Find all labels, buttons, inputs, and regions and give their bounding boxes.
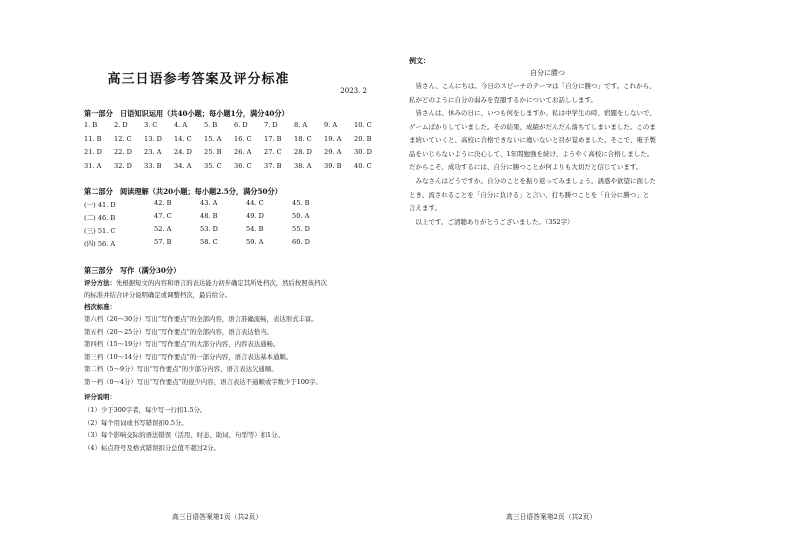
answer-cell: 20. B xyxy=(354,134,372,143)
answer-cell: 9. A xyxy=(324,121,338,129)
essay-paragraph-2 xyxy=(409,107,719,175)
answer-cell: 15. A xyxy=(204,134,222,143)
answer-cell: 26. A xyxy=(234,148,252,156)
answer-row xyxy=(84,212,384,222)
note-line: （4）标点符号及格式错误扣分总值不超过2分。 xyxy=(84,443,220,452)
scoring-method-line1: 先根据短文的内容和语言的表达能力初步确定其所处档次，然后按照该档次 xyxy=(115,279,327,287)
answer-row xyxy=(84,135,384,143)
grade-line: 第六档（26～30分）写出“写作要点”的全部内容，语言准确流畅，表达形式丰富。 xyxy=(84,315,318,323)
essay-paragraph-1 xyxy=(409,80,719,107)
scoring-method xyxy=(84,278,384,288)
essay-line: 言えます。 xyxy=(409,204,441,213)
essay-line: 品をいじらないように決心して、1年間勉強を続け、ようやく高校に合格しました。 xyxy=(409,149,654,158)
answer-cell: 43. A xyxy=(200,199,218,207)
answer-cell: 29. A xyxy=(324,148,342,156)
answer-cell: 23. A xyxy=(144,148,162,156)
answer-cell: 30. D xyxy=(354,148,372,156)
answer-cell: 11. B xyxy=(84,134,102,143)
answer-cell: 27. C xyxy=(264,148,282,156)
answer-cell: 5. B xyxy=(204,121,218,129)
answer-cell: 8. A xyxy=(294,121,308,129)
essay-line: ま続いていくと、高校に合格できないに違いないと目が覚めました。そこで、電子製 xyxy=(409,136,656,145)
grade-line: 第四档（15～19分）写出“写作要点”的大部分内容，内容表达通畅。 xyxy=(84,340,280,349)
essay-line: 以上です。ご清聴ありがとうございました。（352字） xyxy=(409,218,574,226)
grade-line: 第三档（10～14分）写出“写作要点”的一部分内容，语言表达基本通顺。 xyxy=(84,352,293,361)
answer-cell: 36. C xyxy=(234,161,252,170)
answer-cell: 2. D xyxy=(114,121,128,129)
answer-cell: 14. C xyxy=(174,134,192,143)
answer-cell: 19. A xyxy=(324,134,342,143)
answer-cell: 40. C xyxy=(354,161,372,170)
answer-cell: 18. C xyxy=(294,134,312,143)
example-label: 例文： xyxy=(409,56,430,65)
page-footer: 高三日语答案第1页（共2页） xyxy=(172,513,263,521)
answer-cell: 53. D xyxy=(200,225,218,233)
answer-row xyxy=(84,121,384,129)
answer-row xyxy=(84,225,384,235)
note-line: （2）每个用词或书写错误扣0.5分。 xyxy=(84,418,188,427)
answer-cell: 57. B xyxy=(154,238,172,246)
notes-label: 评分说明： xyxy=(84,393,116,401)
part1-heading: 第一部分 日语知识运用（共40小题；每小题1分，满分40分） xyxy=(84,109,289,118)
answer-cell: 22. D xyxy=(114,148,132,156)
answer-cell: 50. A xyxy=(292,212,310,220)
answer-cell: 54. B xyxy=(246,225,264,233)
answer-cell: 16. C xyxy=(234,134,252,143)
page-title: 高三日语参考答案及评分标准 xyxy=(107,72,290,87)
answer-cell: 4. A xyxy=(174,121,188,129)
answer-cell: 55. D xyxy=(292,225,310,233)
grade-line: 第二档（5～9分）写出“写作要点”的少部分内容，语言表达欠通顺。 xyxy=(84,365,278,374)
answer-cell: 13. D xyxy=(144,134,162,143)
essay-paragraph-3 xyxy=(409,175,719,216)
essay-line: 皆さんは、休みの日に、いつも何をしますか。私は中学生の時、宿題をしないで、 xyxy=(409,109,656,117)
answer-cell: 52. A xyxy=(154,225,172,233)
scoring-method-label: 评分方法： xyxy=(84,279,116,287)
scoring-method-line2: 的标准并结合评分说明确定或调整档次，最后给分。 xyxy=(84,291,231,299)
answer-cell: 48. B xyxy=(200,212,218,220)
answer-cell: 6. D xyxy=(234,121,248,129)
answer-cell: 49. D xyxy=(246,212,264,220)
answer-cell: 21. D xyxy=(84,148,102,156)
answer-cell: 3. C xyxy=(144,121,158,129)
answer-cell: 12. C xyxy=(114,134,132,143)
answer-cell: 32. D xyxy=(114,161,132,170)
answer-cell: 58. C xyxy=(200,238,218,246)
essay-paragraph-4 xyxy=(409,216,719,230)
answer-cell: (一) 41. D xyxy=(84,201,116,209)
answer-cell: 45. B xyxy=(292,199,310,207)
essay-line: 皆さん、こんにちは。今日のスピーチのテーマは「自分に勝つ」です。これから、 xyxy=(409,82,656,90)
answer-cell: 35. C xyxy=(204,161,222,170)
essay-line: とき、流されることを「自分に負ける」と言い、打ち勝つことを「自分に勝つ」と xyxy=(409,190,650,199)
answer-cell: 1. B xyxy=(84,121,98,129)
note-line: （3）每个影响交际的语法错误（活用、时态、助词、句型等）扣1分。 xyxy=(84,431,284,440)
answer-cell: 10. C xyxy=(354,121,372,129)
answer-cell: 31. A xyxy=(84,161,102,170)
answer-cell: 60. D xyxy=(292,238,310,246)
answer-cell: 39. B xyxy=(324,161,342,170)
grade-line: 第一档（0～4分）写出“写作要点”的很少内容，语言表达不通顺或字数少于100字。 xyxy=(84,378,322,386)
answer-cell: 25. B xyxy=(204,148,222,156)
answer-cell: (三) 51. C xyxy=(84,227,116,235)
answer-cell: 44. C xyxy=(246,199,264,207)
essay-title: 自分に勝つ xyxy=(530,69,565,77)
page-footer-2: 高三日语答案第2页（共2页） xyxy=(506,513,597,521)
essay-line: ゲームばかりしていました。その結果、成績がだんだん落ちてしまいました。このま xyxy=(409,122,656,131)
answer-cell: 17. B xyxy=(264,134,282,143)
part2-heading: 第二部分 阅读理解（共20小题；每小题2.5分，满分50分） xyxy=(84,187,282,196)
answer-row xyxy=(84,162,384,170)
answer-cell: 38. A xyxy=(294,161,312,170)
exam-date: 2023. 2 xyxy=(340,87,367,95)
answer-cell: (四) 56. A xyxy=(84,240,116,248)
answer-cell: 37. B xyxy=(264,161,282,170)
answer-cell: 24. D xyxy=(174,148,192,156)
answer-cell: 33. B xyxy=(144,161,162,170)
answer-cell: 28. D xyxy=(294,148,312,156)
answer-cell: 42. B xyxy=(154,199,172,207)
essay-line: だからこそ、成功するには、自分に勝つことが何よりも大切だと信じています。 xyxy=(409,163,643,172)
grade-line: 第五档（20～25分）写出“写作要点”的全部内容，语言表达恰当。 xyxy=(84,327,273,336)
answer-row xyxy=(84,199,384,209)
answer-row xyxy=(84,238,384,248)
answer-cell: 47. C xyxy=(154,212,172,220)
answer-cell: (二) 46. B xyxy=(84,214,116,222)
answer-cell: 34. A xyxy=(174,161,192,170)
part3-heading: 第三部分 写作（满分30分） xyxy=(84,266,181,275)
answer-cell: 59. A xyxy=(246,238,264,246)
answer-cell: 7. D xyxy=(264,121,278,129)
grades-label: 档次标准： xyxy=(84,303,116,311)
answer-row xyxy=(84,148,384,156)
essay-line: みなさんはどうですか。自分のことを振り返ってみましょう。誘惑や欲望に面した xyxy=(409,177,656,185)
note-line: （1）少于300字者，每少写一行扣1.5分。 xyxy=(84,406,207,414)
essay-line: 私がどのように自分の弱みを克服するかについてお話しします。 xyxy=(409,95,597,104)
